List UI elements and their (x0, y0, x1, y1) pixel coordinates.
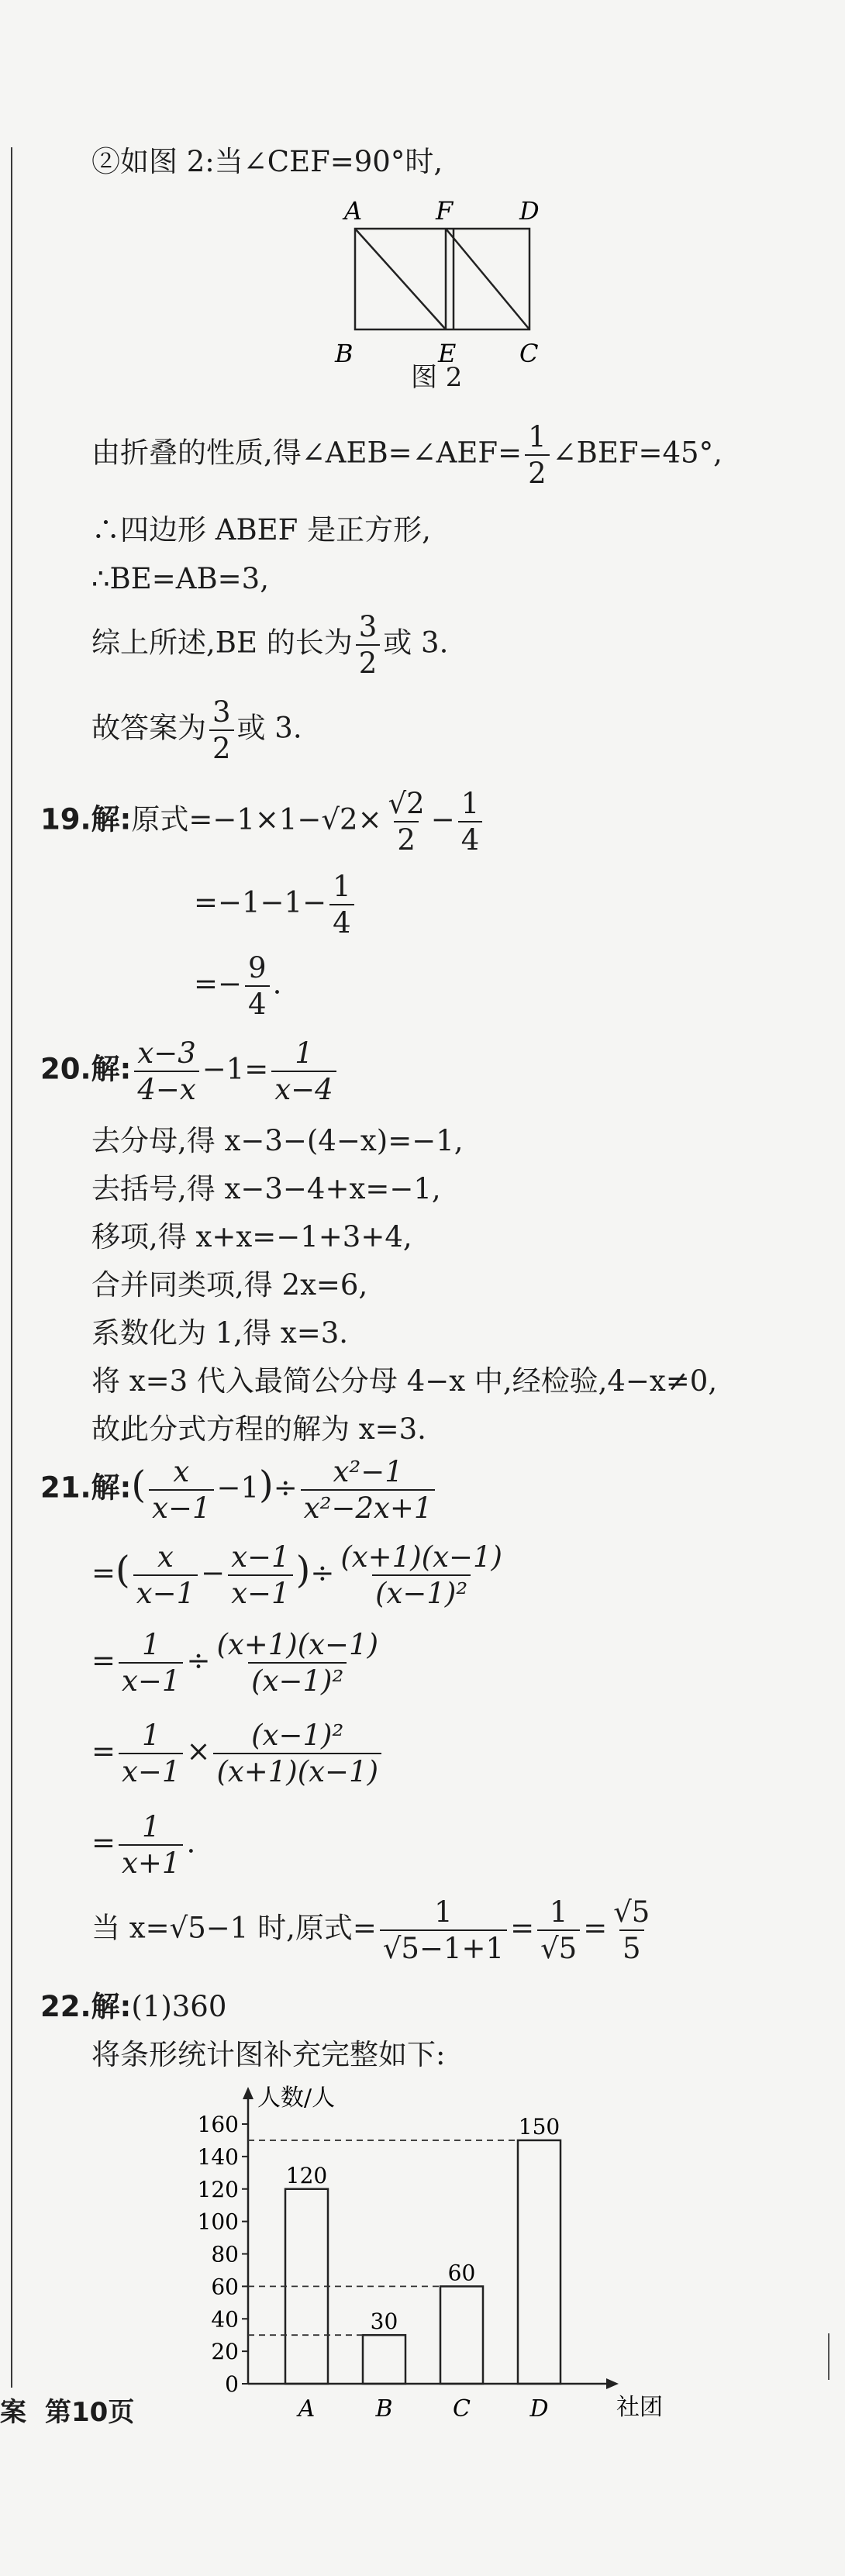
q20-step-6: 将 x=3 代入最简公分母 4−x 中,经检验,4−x≠0, (91, 1364, 718, 1398)
q21-line2: =( $\frac{x}{x-1}$ − $\frac{x-1}{x-1}$ )÷ $\frac{(x+1)(x-1)}{\text{(x−1)²}}$ (91, 1540, 502, 1610)
x-tick-label: D (529, 2395, 549, 2423)
q21-line4: = $\frac{1}{x-1}$ × $\frac{\text{(x−1)²}}{(x+1)(x-1)}$ (91, 1721, 385, 1786)
y-tick-label: 40 (211, 2306, 239, 2333)
label-F: F (436, 196, 454, 226)
y-tick-label: 140 (197, 2143, 239, 2170)
page-number: 第10页 (45, 2397, 135, 2428)
q21-line1: 21.解:( $\frac{x}{x-1}$ −1)÷ $\frac{\text{x²−1}}{\text{x²−2x+1}}$ (40, 1457, 438, 1522)
y-tick-label: 60 (211, 2274, 239, 2300)
x-tick-label: A (298, 2395, 316, 2423)
q22-intro: 将条形统计图补充完整如下: (91, 2038, 446, 2071)
y-axis-arrow (243, 2087, 254, 2099)
right-margin-rule (828, 2333, 829, 2380)
q19-line3: =− $\frac{9}{4}$ . (194, 951, 282, 1021)
left-margin-rule (11, 147, 12, 2388)
summary-line: 综上所述,BE 的长为 $\frac{3}{2}$ 或 3. (91, 610, 449, 680)
q22-line1: 22.解:(1)360 (40, 1990, 227, 2023)
q21-line5: = $\frac{1}{x+1}$ . (91, 1810, 196, 1880)
label-E: E (438, 339, 457, 368)
label-A: A (344, 196, 363, 226)
y-axis-label: 人数/人 (257, 2085, 336, 2112)
figure-2-caption: 图 2 (411, 362, 463, 393)
q20-equation: 20.解: $\frac{x-3}{4-x}$ −1= $\frac{1}{x-4}$ (40, 1039, 340, 1104)
y-tick-label: 80 (211, 2241, 239, 2267)
q20-step-7: 故此分式方程的解为 x=3. (91, 1412, 426, 1446)
bar-value-label: 150 (518, 2113, 560, 2140)
q21-line3: = $\frac{1}{x-1}$ ÷ $\frac{(x+1)(x-1)}{\text{(x−1)²}}$ (91, 1628, 379, 1698)
q20-step-5: 系数化为 1,得 x=3. (91, 1316, 348, 1350)
y-tick-label: 160 (197, 2112, 239, 2137)
q20-step-3: 移项,得 x+x=−1+3+4, (91, 1220, 412, 1254)
label-D: D (519, 196, 540, 226)
bar-value-label: 60 (447, 2260, 476, 2286)
y-tick-label: 20 (211, 2339, 239, 2365)
x-axis-label: 社团 (616, 2394, 663, 2421)
label-B: B (335, 339, 354, 368)
bar-value-label: 120 (285, 2162, 328, 2188)
figure-2 (310, 190, 558, 384)
x-tick-label: C (453, 2395, 471, 2423)
square-conclusion: ∴四边形 ABEF 是正方形, (91, 513, 431, 547)
x-axis-arrow (606, 2378, 619, 2389)
bar-B (363, 2335, 405, 2384)
q21-final: 当 x=√5−1 时,原式= $\frac{1}{√5-1+1}$ = $\frac{1}{√5}$ = $\frac{√5}{5}$ (91, 1895, 650, 1965)
q19-line1: 19.解:原式=−1×1−√2× $\frac{√2}{2}$ − $\frac{1}{4}$ (40, 789, 485, 854)
q20-step-1: 去分母,得 x−3−(4−x)=−1, (91, 1124, 464, 1157)
y-tick-label: 120 (197, 2176, 239, 2202)
be-equals-ab: ∴BE=AB=3, (91, 562, 269, 595)
bar-C (440, 2286, 483, 2384)
y-tick-label: 0 (225, 2371, 239, 2397)
q19-line2: =−1−1− $\frac{1}{4}$ (194, 872, 357, 937)
answer-line: 故答案为 $\frac{3}{2}$ 或 3. (91, 695, 302, 765)
x-tick-label: B (375, 2395, 393, 2423)
bar-chart (194, 2078, 674, 2423)
y-tick-label: 100 (197, 2209, 239, 2235)
bar-value-label: 30 (370, 2309, 398, 2335)
label-C: C (519, 339, 539, 368)
q20-step-2: 去括号,得 x−3−4+x=−1, (91, 1172, 441, 1205)
fold-property-line: 由折叠的性质,得∠AEB=∠AEF= $\frac{1}{2}$ ∠BEF=45°, (91, 420, 723, 490)
q20-step-4: 合并同类项,得 2x=6, (91, 1268, 368, 1302)
case2-heading: ②如图 2:当∠CEF=90°时, (91, 145, 443, 178)
footer-edge-text: 案 (0, 2397, 26, 2428)
bar-D (518, 2140, 560, 2384)
